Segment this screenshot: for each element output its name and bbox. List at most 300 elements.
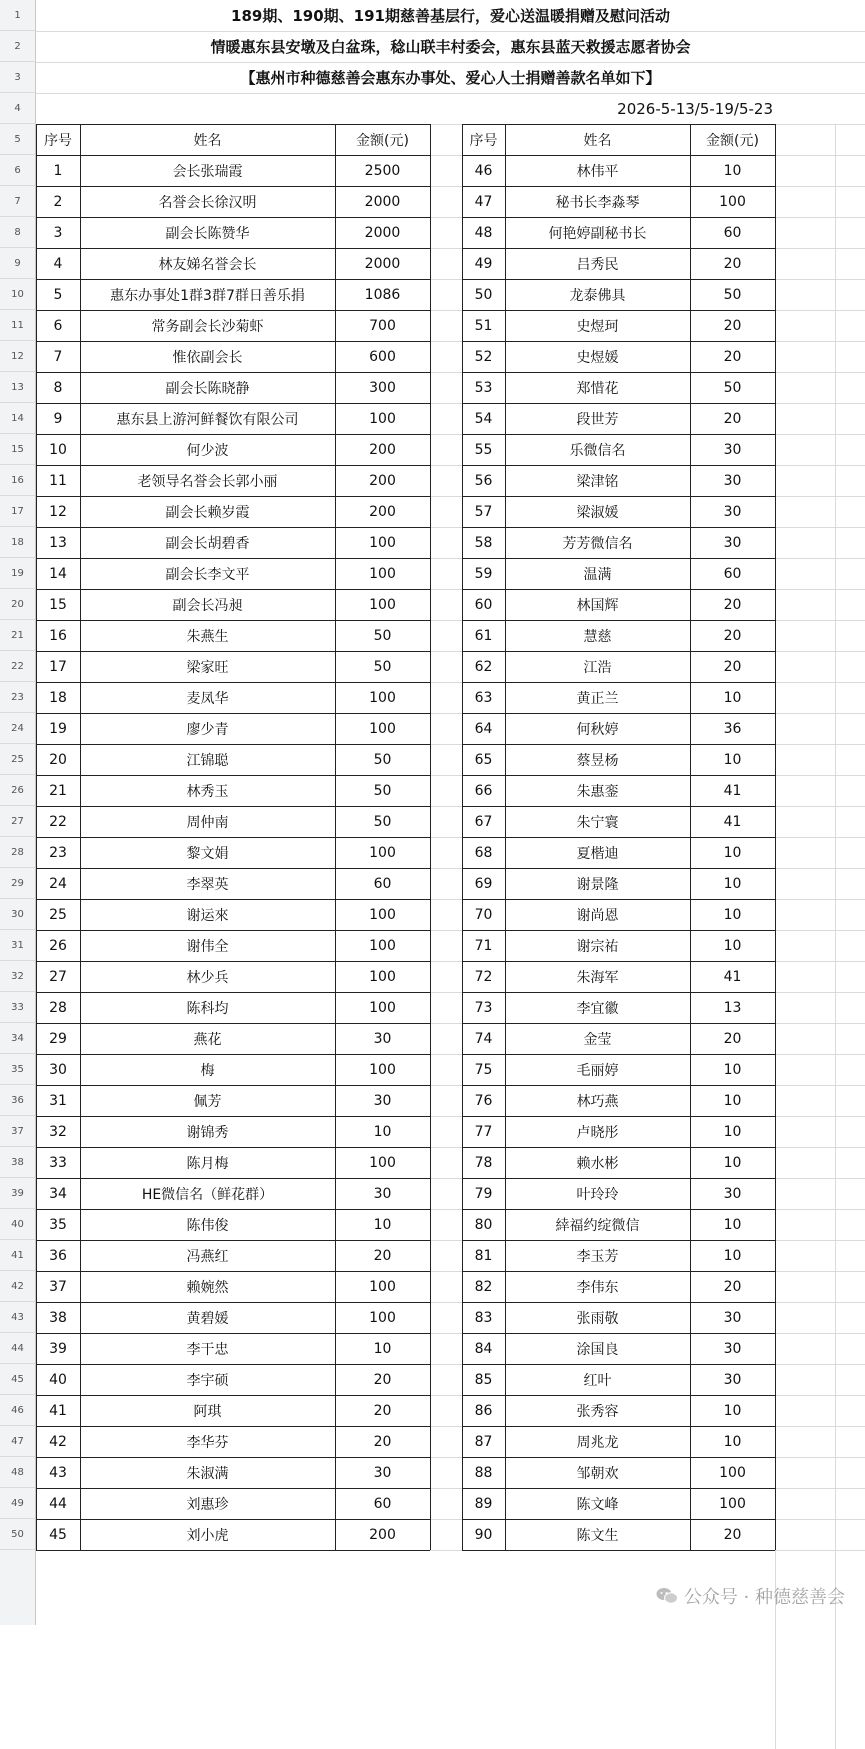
left-amount-cell: 50 bbox=[373, 627, 392, 644]
left-table-rule bbox=[36, 682, 430, 683]
left-index-cell: 17 bbox=[49, 658, 67, 675]
left-name-cell: 副会长胡碧香 bbox=[165, 535, 250, 552]
right-amount-cell: 41 bbox=[723, 813, 742, 830]
left-amount-cell: 100 bbox=[369, 968, 396, 985]
left-name-cell: 朱燕生 bbox=[186, 628, 229, 645]
right-index-cell: 66 bbox=[474, 782, 493, 799]
right-amount-cell: 30 bbox=[723, 534, 742, 551]
right-amount-cell: 20 bbox=[723, 1526, 742, 1543]
left-index-cell: 13 bbox=[49, 534, 67, 551]
left-table-rule bbox=[36, 372, 430, 373]
left-index-cell: 14 bbox=[49, 565, 67, 582]
left-table-rule bbox=[36, 1519, 430, 1520]
left-table-rule bbox=[36, 310, 430, 311]
right-amount-cell: 20 bbox=[723, 348, 742, 365]
right-name-cell: 慧慈 bbox=[583, 628, 612, 645]
right-name-cell: 蔡昱杨 bbox=[576, 752, 619, 769]
right-index-cell: 70 bbox=[474, 906, 493, 923]
row-number: 7 bbox=[0, 186, 36, 217]
left-amount-cell: 100 bbox=[369, 906, 396, 923]
left-name-cell: 副会长陈晓静 bbox=[165, 380, 250, 397]
left-table-rule bbox=[36, 775, 430, 776]
left-name-cell: 会长张瑞霞 bbox=[172, 163, 243, 180]
left-name-cell: 老领导名誉会长郭小丽 bbox=[137, 473, 278, 490]
row-number: 37 bbox=[0, 1116, 36, 1147]
right-table-rule bbox=[462, 124, 463, 1550]
right-index-cell: 80 bbox=[474, 1216, 493, 1233]
row-number: 15 bbox=[0, 434, 36, 465]
row-number: 26 bbox=[0, 775, 36, 806]
right-index-cell: 56 bbox=[474, 472, 493, 489]
right-table-rule bbox=[690, 124, 691, 1550]
row-number: 25 bbox=[0, 744, 36, 775]
right-name-cell: 张雨敬 bbox=[576, 1310, 619, 1327]
left-name-cell: 名誉会长徐汉明 bbox=[158, 194, 257, 211]
right-amount-cell: 10 bbox=[723, 689, 742, 706]
row-number: 42 bbox=[0, 1271, 36, 1302]
left-name-cell: 常务副会长沙菊虾 bbox=[151, 318, 264, 335]
right-name-cell: 梁淑媛 bbox=[576, 504, 619, 521]
left-table-rule bbox=[36, 496, 430, 497]
left-name-cell: 李翠英 bbox=[186, 876, 229, 893]
right-name-cell: 江浩 bbox=[583, 659, 612, 676]
left-table-rule bbox=[36, 279, 430, 280]
watermark bbox=[656, 1583, 845, 1609]
left-amount-cell: 2000 bbox=[364, 193, 401, 210]
left-index-cell: 30 bbox=[49, 1061, 67, 1078]
left-table-rule bbox=[36, 1054, 430, 1055]
row-number: 1 bbox=[0, 0, 36, 31]
left-index-cell: 25 bbox=[49, 906, 67, 923]
left-table-rule bbox=[36, 558, 430, 559]
left-table-rule bbox=[36, 930, 430, 931]
row-number: 22 bbox=[0, 651, 36, 682]
left-amount-cell: 100 bbox=[369, 999, 396, 1016]
left-amount-cell: 20 bbox=[373, 1402, 392, 1419]
row-number: 5 bbox=[0, 124, 36, 155]
right-name-cell: 毛丽婷 bbox=[576, 1062, 619, 1079]
left-amount-cell: 2000 bbox=[364, 255, 401, 272]
left-index-cell: 42 bbox=[49, 1433, 67, 1450]
right-table-rule bbox=[462, 682, 775, 683]
right-table-rule bbox=[462, 124, 775, 125]
left-amount-cell: 100 bbox=[369, 689, 396, 706]
left-table-rule bbox=[80, 124, 81, 1550]
right-table-rule bbox=[462, 155, 775, 156]
left-name-cell: 刘惠珍 bbox=[186, 1496, 229, 1513]
right-index-cell: 90 bbox=[474, 1526, 493, 1543]
row-number: 4 bbox=[0, 93, 36, 124]
right-table-rule bbox=[462, 558, 775, 559]
row-number: 11 bbox=[0, 310, 36, 341]
right-table-rule bbox=[462, 1271, 775, 1272]
left-table-rule bbox=[36, 1395, 430, 1396]
left-name-cell: 佩芳 bbox=[193, 1093, 222, 1110]
left-name-cell: 副会长陈赞华 bbox=[165, 225, 250, 242]
row-number: 38 bbox=[0, 1147, 36, 1178]
left-amount-cell: 50 bbox=[373, 813, 392, 830]
left-amount-cell: 100 bbox=[369, 410, 396, 427]
right-index-cell: 84 bbox=[474, 1340, 493, 1357]
left-name-cell: 黎文娟 bbox=[186, 845, 229, 862]
left-amount-cell: 100 bbox=[369, 565, 396, 582]
right-name-cell: 红叶 bbox=[583, 1372, 612, 1389]
right-index-cell: 83 bbox=[474, 1309, 493, 1326]
right-index-cell: 72 bbox=[474, 968, 493, 985]
left-table-rule bbox=[36, 155, 430, 156]
left-name-cell: 燕花 bbox=[193, 1031, 222, 1048]
row-number: 43 bbox=[0, 1302, 36, 1333]
left-table-rule bbox=[36, 1550, 430, 1551]
row-number: 40 bbox=[0, 1209, 36, 1240]
right-table-rule bbox=[462, 1085, 775, 1086]
left-index-cell: 2 bbox=[53, 193, 63, 210]
right-amount-cell: 10 bbox=[723, 1402, 742, 1419]
right-name-cell: 陈文峰 bbox=[576, 1496, 619, 1513]
left-name-cell: 梅 bbox=[200, 1062, 215, 1079]
right-amount-cell: 20 bbox=[723, 255, 742, 272]
left-index-cell: 36 bbox=[49, 1247, 67, 1264]
left-table-rule bbox=[36, 1178, 430, 1179]
right-amount-cell: 10 bbox=[723, 875, 742, 892]
right-index-cell: 75 bbox=[474, 1061, 493, 1078]
right-table-rule bbox=[505, 124, 506, 1550]
left-table-rule bbox=[430, 124, 431, 1550]
left-name-cell: 朱淑满 bbox=[186, 1465, 229, 1482]
left-index-cell: 5 bbox=[53, 286, 63, 303]
row-number: 27 bbox=[0, 806, 36, 837]
left-amount-cell: 200 bbox=[369, 503, 396, 520]
left-amount-cell: 100 bbox=[369, 720, 396, 737]
left-index-cell: 16 bbox=[49, 627, 67, 644]
left-index-cell: 41 bbox=[49, 1402, 67, 1419]
right-table-rule bbox=[462, 837, 775, 838]
left-amount-cell: 300 bbox=[369, 379, 396, 396]
row-number: 20 bbox=[0, 589, 36, 620]
left-index-cell: 34 bbox=[49, 1185, 67, 1202]
right-name-cell: 周兆龙 bbox=[576, 1434, 619, 1451]
left-table-rule bbox=[36, 992, 430, 993]
right-amount-cell: 20 bbox=[723, 596, 742, 613]
right-index-cell: 53 bbox=[474, 379, 493, 396]
row-number: 14 bbox=[0, 403, 36, 434]
right-name-cell: 秘书长李淼琴 bbox=[555, 194, 640, 211]
left-table-rule bbox=[36, 1302, 430, 1303]
left-index-cell: 29 bbox=[49, 1030, 67, 1047]
right-name-cell: 谢尚恩 bbox=[576, 907, 619, 924]
left-header-name: 姓名 bbox=[193, 132, 222, 149]
left-table-rule bbox=[36, 1085, 430, 1086]
right-amount-cell: 10 bbox=[723, 1092, 742, 1109]
left-amount-cell: 50 bbox=[373, 782, 392, 799]
right-index-cell: 77 bbox=[474, 1123, 493, 1140]
right-table-rule bbox=[462, 1240, 775, 1241]
left-index-cell: 18 bbox=[49, 689, 67, 706]
left-name-cell: 谢伟全 bbox=[186, 938, 229, 955]
right-index-cell: 55 bbox=[474, 441, 493, 458]
left-amount-cell: 30 bbox=[373, 1030, 392, 1047]
left-amount-cell: 20 bbox=[373, 1247, 392, 1264]
left-index-cell: 45 bbox=[49, 1526, 67, 1543]
right-amount-cell: 100 bbox=[719, 193, 746, 210]
right-table-rule bbox=[462, 806, 775, 807]
right-amount-cell: 20 bbox=[723, 410, 742, 427]
left-amount-cell: 2500 bbox=[364, 162, 401, 179]
right-amount-cell: 60 bbox=[723, 565, 742, 582]
left-amount-cell: 10 bbox=[373, 1340, 392, 1357]
right-name-cell: 朱惠銮 bbox=[576, 783, 619, 800]
left-table-rule bbox=[36, 899, 430, 900]
left-table-rule bbox=[36, 1271, 430, 1272]
left-index-cell: 10 bbox=[49, 441, 67, 458]
row-number: 47 bbox=[0, 1426, 36, 1457]
right-amount-cell: 30 bbox=[723, 1309, 742, 1326]
right-amount-cell: 10 bbox=[723, 1061, 742, 1078]
right-index-cell: 47 bbox=[474, 193, 493, 210]
right-table-rule bbox=[462, 217, 775, 218]
right-amount-cell: 50 bbox=[723, 286, 742, 303]
right-table-rule bbox=[462, 1457, 775, 1458]
right-name-cell: 涂国良 bbox=[576, 1341, 619, 1358]
row-number: 34 bbox=[0, 1023, 36, 1054]
left-index-cell: 43 bbox=[49, 1464, 67, 1481]
left-index-cell: 26 bbox=[49, 937, 67, 954]
right-name-cell: 林国辉 bbox=[576, 597, 619, 614]
left-name-cell: 惠东县上游河鲜餐饮有限公司 bbox=[116, 411, 299, 428]
row-number: 46 bbox=[0, 1395, 36, 1426]
left-name-cell: 廖少青 bbox=[186, 721, 229, 738]
right-table-rule bbox=[462, 961, 775, 962]
right-index-cell: 86 bbox=[474, 1402, 493, 1419]
left-name-cell: 林秀玉 bbox=[186, 783, 229, 800]
left-table-rule bbox=[36, 620, 430, 621]
right-table-rule bbox=[462, 744, 775, 745]
left-name-cell: 惟依副会长 bbox=[172, 349, 243, 366]
left-name-cell: 阿琪 bbox=[193, 1403, 222, 1420]
left-index-cell: 6 bbox=[53, 317, 63, 334]
right-index-cell: 88 bbox=[474, 1464, 493, 1481]
row-number: 45 bbox=[0, 1364, 36, 1395]
right-table-rule bbox=[462, 775, 775, 776]
right-amount-cell: 10 bbox=[723, 1216, 742, 1233]
left-index-cell: 23 bbox=[49, 844, 67, 861]
left-name-cell: 陈科均 bbox=[186, 1000, 229, 1017]
right-amount-cell: 50 bbox=[723, 379, 742, 396]
row-number: 17 bbox=[0, 496, 36, 527]
right-table-rule bbox=[462, 1426, 775, 1427]
left-header-index: 序号 bbox=[44, 132, 72, 149]
left-amount-cell: 200 bbox=[369, 1526, 396, 1543]
right-header-amount: 金额(元) bbox=[706, 132, 759, 149]
row-number: 3 bbox=[0, 62, 36, 93]
right-name-cell: 乐微信名 bbox=[569, 442, 626, 459]
left-amount-cell: 100 bbox=[369, 596, 396, 613]
right-name-cell: 史煜珂 bbox=[576, 318, 619, 335]
right-amount-cell: 10 bbox=[723, 162, 742, 179]
right-table-rule bbox=[462, 403, 775, 404]
right-name-cell: 陈文生 bbox=[576, 1527, 619, 1544]
right-index-cell: 59 bbox=[474, 565, 493, 582]
right-name-cell: 卢晓彤 bbox=[576, 1124, 619, 1141]
left-name-cell: 谢锦秀 bbox=[186, 1124, 229, 1141]
left-name-cell: 副会长赖岁霞 bbox=[165, 504, 250, 521]
left-table-rule bbox=[36, 465, 430, 466]
right-name-cell: 谢宗祐 bbox=[576, 938, 619, 955]
right-table-rule bbox=[462, 1395, 775, 1396]
left-table-rule bbox=[36, 1147, 430, 1148]
right-name-cell: 黄正兰 bbox=[576, 690, 619, 707]
right-table-rule bbox=[462, 1116, 775, 1117]
right-index-cell: 49 bbox=[474, 255, 493, 272]
right-amount-cell: 41 bbox=[723, 782, 742, 799]
right-table-rule bbox=[462, 1023, 775, 1024]
right-index-cell: 64 bbox=[474, 720, 493, 737]
row-number: 23 bbox=[0, 682, 36, 713]
left-name-cell: 副会长李文平 bbox=[165, 566, 250, 583]
right-name-cell: 夏楷迪 bbox=[576, 845, 619, 862]
right-name-cell: 赖水彬 bbox=[576, 1155, 619, 1172]
row-number: 49 bbox=[0, 1488, 36, 1519]
right-index-cell: 81 bbox=[474, 1247, 493, 1264]
row-number: 9 bbox=[0, 248, 36, 279]
left-name-cell: 林少兵 bbox=[186, 969, 229, 986]
right-table-rule bbox=[462, 589, 775, 590]
left-table-rule bbox=[36, 1333, 430, 1334]
right-table-rule bbox=[462, 434, 775, 435]
right-name-cell: 林伟平 bbox=[576, 163, 619, 180]
left-index-cell: 19 bbox=[49, 720, 67, 737]
left-amount-cell: 50 bbox=[373, 751, 392, 768]
right-amount-cell: 10 bbox=[723, 906, 742, 923]
right-amount-cell: 10 bbox=[723, 844, 742, 861]
left-table-rule bbox=[36, 1116, 430, 1117]
watermark-text: 公众号 · 种德慈善会 bbox=[683, 1587, 845, 1608]
left-index-cell: 11 bbox=[49, 472, 67, 489]
left-amount-cell: 100 bbox=[369, 1278, 396, 1295]
left-table-rule bbox=[36, 961, 430, 962]
right-index-cell: 74 bbox=[474, 1030, 493, 1047]
left-name-cell: 副会长冯昶 bbox=[172, 597, 243, 614]
left-name-cell: 冯燕红 bbox=[186, 1248, 229, 1265]
right-index-cell: 61 bbox=[474, 627, 493, 644]
right-name-cell: 史煜媛 bbox=[576, 349, 619, 366]
left-amount-cell: 100 bbox=[369, 844, 396, 861]
right-table-rule bbox=[775, 124, 776, 1550]
left-name-cell: 李干忠 bbox=[186, 1341, 229, 1358]
left-table-rule bbox=[36, 744, 430, 745]
left-table-rule bbox=[36, 589, 430, 590]
right-table-rule bbox=[462, 248, 775, 249]
right-amount-cell: 30 bbox=[723, 1185, 742, 1202]
left-table-rule bbox=[36, 124, 37, 1550]
right-index-cell: 82 bbox=[474, 1278, 493, 1295]
right-index-cell: 51 bbox=[474, 317, 493, 334]
row-number: 30 bbox=[0, 899, 36, 930]
right-name-cell: 郑惜花 bbox=[576, 380, 619, 397]
right-table-rule bbox=[462, 899, 775, 900]
right-table-rule bbox=[462, 1519, 775, 1520]
right-amount-cell: 20 bbox=[723, 1278, 742, 1295]
left-index-cell: 38 bbox=[49, 1309, 67, 1326]
left-name-cell: 陈月梅 bbox=[186, 1155, 229, 1172]
left-table-rule bbox=[36, 186, 430, 187]
right-index-cell: 65 bbox=[474, 751, 493, 768]
left-name-cell: HE微信名（鲜花群） bbox=[141, 1186, 274, 1203]
left-name-cell: 周仲南 bbox=[186, 814, 229, 831]
right-index-cell: 67 bbox=[474, 813, 493, 830]
left-index-cell: 24 bbox=[49, 875, 67, 892]
wechat-icon bbox=[656, 1587, 678, 1605]
right-name-cell: 朱宁寰 bbox=[576, 814, 619, 831]
right-name-cell: 张秀容 bbox=[576, 1403, 619, 1420]
right-index-cell: 54 bbox=[474, 410, 493, 427]
right-table-rule bbox=[462, 465, 775, 466]
left-index-cell: 33 bbox=[49, 1154, 67, 1171]
left-table-rule bbox=[36, 248, 430, 249]
right-index-cell: 62 bbox=[474, 658, 493, 675]
right-table-rule bbox=[462, 1209, 775, 1210]
row-number: 24 bbox=[0, 713, 36, 744]
row-number: 21 bbox=[0, 620, 36, 651]
right-name-cell: 李玉芳 bbox=[576, 1248, 619, 1265]
right-index-cell: 60 bbox=[474, 596, 493, 613]
left-amount-cell: 60 bbox=[373, 875, 392, 892]
right-name-cell: 李宜徽 bbox=[576, 1000, 619, 1017]
right-name-cell: 朱海军 bbox=[576, 969, 619, 986]
right-name-cell: 梁津铭 bbox=[576, 473, 619, 490]
right-amount-cell: 41 bbox=[723, 968, 742, 985]
right-amount-cell: 100 bbox=[719, 1495, 746, 1512]
left-amount-cell: 10 bbox=[373, 1216, 392, 1233]
left-amount-cell: 100 bbox=[369, 1061, 396, 1078]
row-number: 44 bbox=[0, 1333, 36, 1364]
right-table-rule bbox=[462, 279, 775, 280]
left-table-rule bbox=[36, 713, 430, 714]
right-name-cell: 叶玲玲 bbox=[576, 1186, 619, 1203]
right-name-cell: 林巧燕 bbox=[576, 1093, 619, 1110]
left-amount-cell: 2000 bbox=[364, 224, 401, 241]
right-name-cell: 谢景隆 bbox=[576, 876, 619, 893]
left-amount-cell: 200 bbox=[369, 441, 396, 458]
right-amount-cell: 10 bbox=[723, 1154, 742, 1171]
right-table-rule bbox=[462, 930, 775, 931]
right-table-rule bbox=[462, 310, 775, 311]
right-index-cell: 48 bbox=[474, 224, 493, 241]
right-amount-cell: 10 bbox=[723, 1433, 742, 1450]
left-amount-cell: 100 bbox=[369, 1309, 396, 1326]
right-amount-cell: 30 bbox=[723, 1371, 742, 1388]
right-table-rule bbox=[462, 496, 775, 497]
left-amount-cell: 100 bbox=[369, 1154, 396, 1171]
right-amount-cell: 10 bbox=[723, 751, 742, 768]
left-table-rule bbox=[36, 1488, 430, 1489]
row-number: 33 bbox=[0, 992, 36, 1023]
row-number: 8 bbox=[0, 217, 36, 248]
right-name-cell: 緈福约绽微信 bbox=[555, 1217, 640, 1234]
left-table-rule bbox=[36, 403, 430, 404]
left-table-rule bbox=[36, 434, 430, 435]
right-table-rule bbox=[462, 527, 775, 528]
right-table-rule bbox=[462, 868, 775, 869]
left-index-cell: 7 bbox=[53, 348, 63, 365]
right-name-cell: 吕秀民 bbox=[576, 256, 619, 273]
right-amount-cell: 36 bbox=[723, 720, 742, 737]
left-name-cell: 麦凤华 bbox=[186, 690, 229, 707]
right-index-cell: 89 bbox=[474, 1495, 493, 1512]
row-header-filler bbox=[0, 1550, 36, 1625]
left-table-rule bbox=[36, 806, 430, 807]
right-index-cell: 57 bbox=[474, 503, 493, 520]
